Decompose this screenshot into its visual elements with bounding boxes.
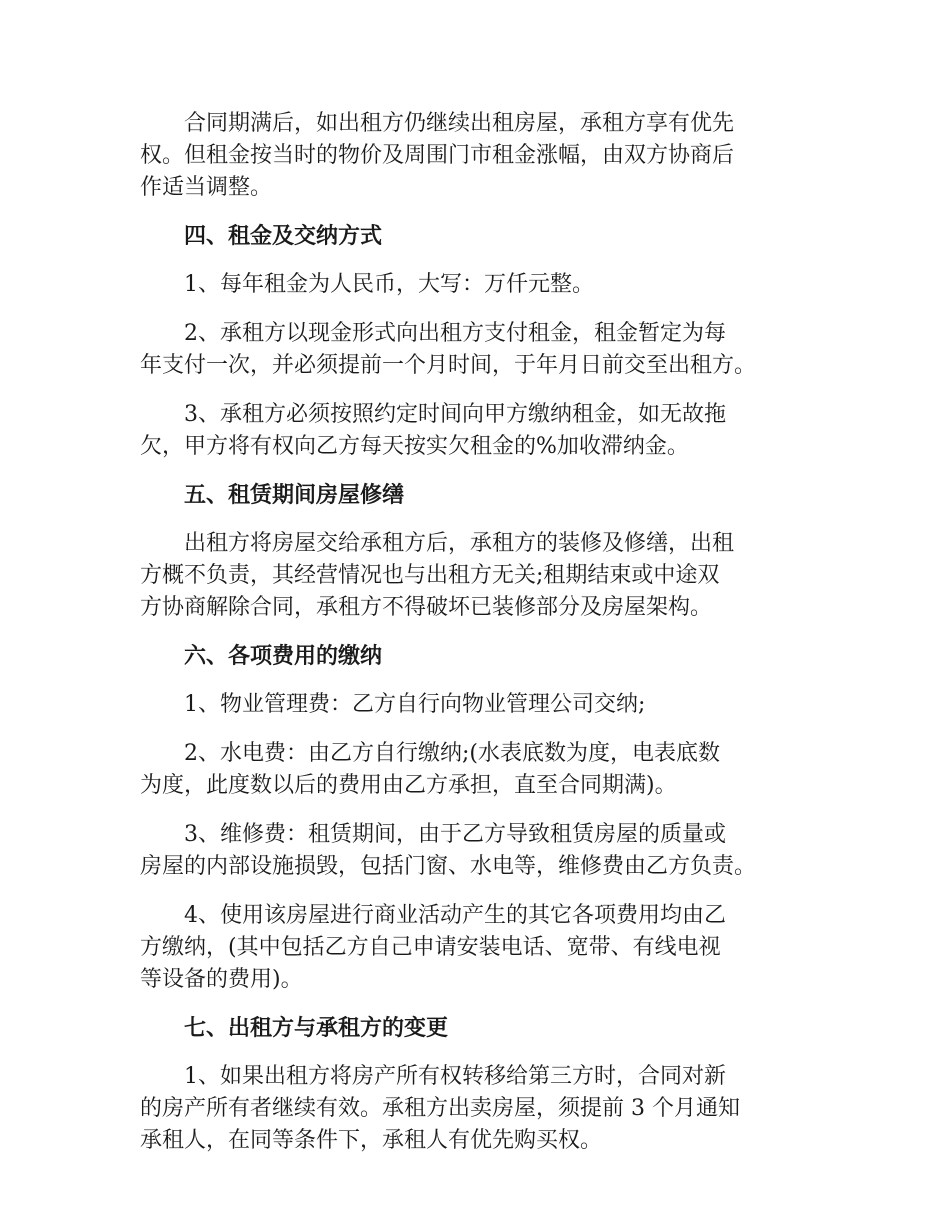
paragraph-line: 欠，甲方将有权向乙方每天按实欠租金的%加收滞纳金。 <box>140 434 689 459</box>
paragraph-line: 房屋的内部设施损毁，包括门窗、水电等，维修费由乙方负责。 <box>140 854 757 879</box>
paragraph-line: 方概不负责，其经营情况也与出租方无关;租期结束或中途双 <box>140 563 720 588</box>
paragraph-line: 的房产所有者继续有效。承租方出卖房屋，须提前 3 个月通知 <box>140 1096 740 1121</box>
paragraph-line: 年支付一次，并必须提前一个月时间，于年月日前交至出租方。 <box>140 353 757 378</box>
section-heading: 七、出租方与承租方的变更 <box>184 1016 449 1041</box>
paragraph-line: 1、每年租金为人民币，大写：万仟元整。 <box>184 272 594 297</box>
paragraph-line: 出租方将房屋交给承租方后，承租方的装修及修缮，出租 <box>184 531 735 556</box>
paragraph-line: 方缴纳，(其中包括乙方自己申请安装电话、宽带、有线电视 <box>140 935 721 960</box>
paragraph-line: 3、维修费：租赁期间，由于乙方导致租赁房屋的质量或 <box>184 822 726 847</box>
paragraph-line: 方协商解除合同，承租方不得破坏已装修部分及房屋架构。 <box>140 595 713 620</box>
paragraph <box>140 108 820 204</box>
paragraph <box>140 1061 820 1157</box>
paragraph-line: 1、物业管理费：乙方自行向物业管理公司交纳; <box>184 692 646 717</box>
section-heading: 四、租金及交纳方式 <box>184 224 383 249</box>
paragraph-line: 2、承租方以现金形式向出租方支付租金，租金暂定为每 <box>184 321 726 346</box>
paragraph <box>140 738 820 802</box>
paragraph-line: 1、如果出租方将房产所有权转移给第三方时，合同对新 <box>184 1064 726 1089</box>
paragraph-line: 等设备的费用)。 <box>140 967 303 992</box>
paragraph-line: 作适当调整。 <box>140 175 273 200</box>
paragraph <box>140 900 820 996</box>
paragraph-line: 权。但租金按当时的物价及周围门市租金涨幅，由双方协商后 <box>140 143 735 168</box>
paragraph-line: 3、承租方必须按照约定时间向甲方缴纳租金，如无故拖 <box>184 402 726 427</box>
paragraph <box>140 689 820 721</box>
paragraph-line: 承租人，在同等条件下，承租人有优先购买权。 <box>140 1128 603 1153</box>
paragraph <box>140 819 820 883</box>
section-heading: 五、租赁期间房屋修缮 <box>184 483 405 508</box>
section-heading: 六、各项费用的缴纳 <box>184 644 383 669</box>
paragraph <box>140 269 820 301</box>
paragraph <box>140 528 820 624</box>
paragraph-line: 合同期满后，如出租方仍继续出租房屋，承租方享有优先 <box>184 111 735 136</box>
paragraph-line: 2、水电费：由乙方自行缴纳;(水表底数为度，电表底数 <box>184 741 720 766</box>
paragraph <box>140 399 820 463</box>
paragraph-line: 4、使用该房屋进行商业活动产生的其它各项费用均由乙 <box>184 903 726 928</box>
paragraph-line: 为度，此度数以后的费用由乙方承担，直至合同期满)。 <box>140 773 677 798</box>
document-body <box>140 108 820 1174</box>
paragraph <box>140 318 820 382</box>
